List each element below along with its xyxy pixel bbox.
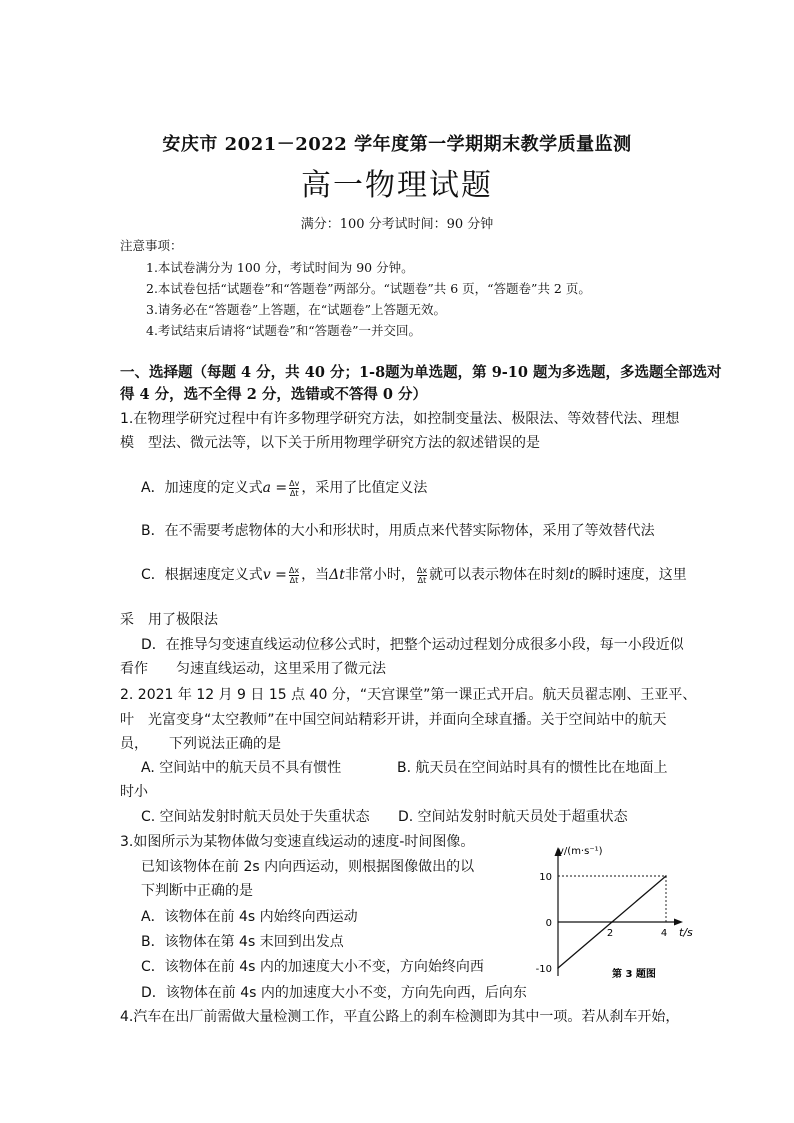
q2-option-a: A. 空间站中的航天员不具有惯性 <box>141 760 342 776</box>
q2-option-b: B. 航天员在空间站时具有的惯性比在地面上 <box>397 760 668 776</box>
x-axis-arrow <box>674 919 683 926</box>
q3-option-a: A．该物体在前 4s 内始终向西运动 <box>141 909 358 925</box>
q3-stem: 3.如图所示为某物体做匀变速直线运动的速度-时间图像。 <box>120 834 475 850</box>
exam-title: 安庆市 2021－2022 学年度第一学期期末教学质量监测 <box>162 134 632 155</box>
q1-stem: 1.在物理学研究过程中有许多物理学研究方法，如控制变量法、极限法、等效替代法、理想 <box>120 411 680 427</box>
q2-option-c: C. 空间站发射时航天员处于失重状态 <box>141 809 370 825</box>
y-tick-label: 0 <box>545 918 552 929</box>
q2-option-b-cont: 时小 <box>120 784 148 800</box>
exam-meta: 满分：100 分考试时间：90 分钟 <box>300 217 494 232</box>
y-axis-label: v/(m·s⁻¹) <box>558 846 603 857</box>
data-point <box>611 921 613 923</box>
notice-item: 2.本试卷包括“试题卷”和“答题卷”两部分。“试题卷”共 6 页，“答题卷”共 2 页。 <box>146 281 591 296</box>
y-tick-label: -10 <box>535 964 552 975</box>
q3-stem-cont2: 下判断中正确的是 <box>141 883 253 899</box>
q2-option-d: D. 空间站发射时航天员处于超重状态 <box>398 809 628 825</box>
section-heading: 一、选择题（每题 4 分，共 40 分；1-8题为单选题，第 9-10 题为多选题，多选题全部选对 <box>120 364 722 381</box>
fraction-dv-dt: $\frac{\Delta v}{\Delta t}$ <box>289 478 300 498</box>
q4-stem: 4.汽车在出厂前需做大量检测工作，平直公路上的刹车检测即为其中一项。若从刹车开始， <box>120 1009 680 1025</box>
y-tick-label: 10 <box>539 872 552 883</box>
exam-subtitle: 高一物理试题 <box>301 168 493 203</box>
q1-option-c-cont: 采 用了极限法 <box>120 612 218 628</box>
q2-stem-cont2: 员， 下列说法正确的是 <box>120 736 281 752</box>
q2-stem: 2. 2021 年 12 月 9 日 15 点 40 分，“天宫课堂”第一课正式开启。航天员翟志刚、王亚平、 <box>120 687 697 703</box>
q2-stem-cont: 叶 光富变身“太空教师”在中国空间站精彩开讲，并面向全球直播。关于空间站中的航天 <box>120 712 667 728</box>
fraction-dx-dt-2: $\frac{\Delta x}{\Delta t}$ <box>416 565 428 585</box>
data-point <box>665 875 667 877</box>
notice-item: 3.请务必在“答题卷”上答题，在“试题卷”上答题无效。 <box>146 302 446 317</box>
chart-ticks <box>536 872 668 975</box>
velocity-time-chart <box>520 838 710 983</box>
q3-option-d: D．该物体在前 4s 内的加速度大小不变，方向先向西，后向东 <box>141 985 527 1001</box>
q3-option-b: B．该物体在第 4s 末回到出发点 <box>141 934 344 950</box>
notice-heading: 注意事项： <box>120 238 183 253</box>
notice-item: 1.本试卷满分为 100 分，考试时间为 90 分钟。 <box>146 260 414 275</box>
q3-option-c: C．该物体在前 4s 内的加速度大小不变，方向始终向西 <box>141 959 484 975</box>
x-tick-label: 2 <box>606 928 614 939</box>
data-point <box>557 967 559 969</box>
q1-option-b: B．在不需要考虑物体的大小和形状时，用质点来代替实际物体，采用了等效替代法 <box>141 523 655 539</box>
formula-a: a = <box>262 480 288 496</box>
notice-item: 4.考试结束后请将“试题卷”和“答题卷”一并交回。 <box>146 323 421 338</box>
section-heading-cont: 得 4 分，选不全得 2 分，选错或不答得 0 分） <box>120 386 428 403</box>
x-axis-label: t/s <box>679 926 693 939</box>
q1-stem-cont: 模 型法、微元法等，以下关于所用物理学研究方法的叙述错误的是 <box>120 435 540 451</box>
x-tick-label: 4 <box>660 928 668 939</box>
q1-option-a: A．加速度的定义式a = $\frac{\Delta v}{\Delta t}$ ，采用了比值定义法 <box>141 478 428 498</box>
figure-caption: 第 3 题图 <box>612 969 656 980</box>
q3-stem-cont: 已知该物体在前 2s 内向西运动，则根据图像做出的以 <box>141 859 475 875</box>
fraction-dx-dt: $\frac{\Delta x}{\Delta t}$ <box>288 565 300 585</box>
q1-option-d: D．在推导匀变速直线运动位移公式时，把整个运动过程划分成很多小段，每一小段近似 <box>141 637 684 653</box>
chart-axes <box>555 847 684 976</box>
q1-option-c: C．根据速度定义式v = $\frac{\Delta x}{\Delta t}$ ，当Δt非常小时， $\frac{\Delta x}{\Delta t}$ 就可以表示物体在时刻t的瞬时速度，这里 <box>141 565 687 585</box>
q1-option-d-cont: 看作 匀速直线运动，这里采用了微元法 <box>120 661 386 677</box>
